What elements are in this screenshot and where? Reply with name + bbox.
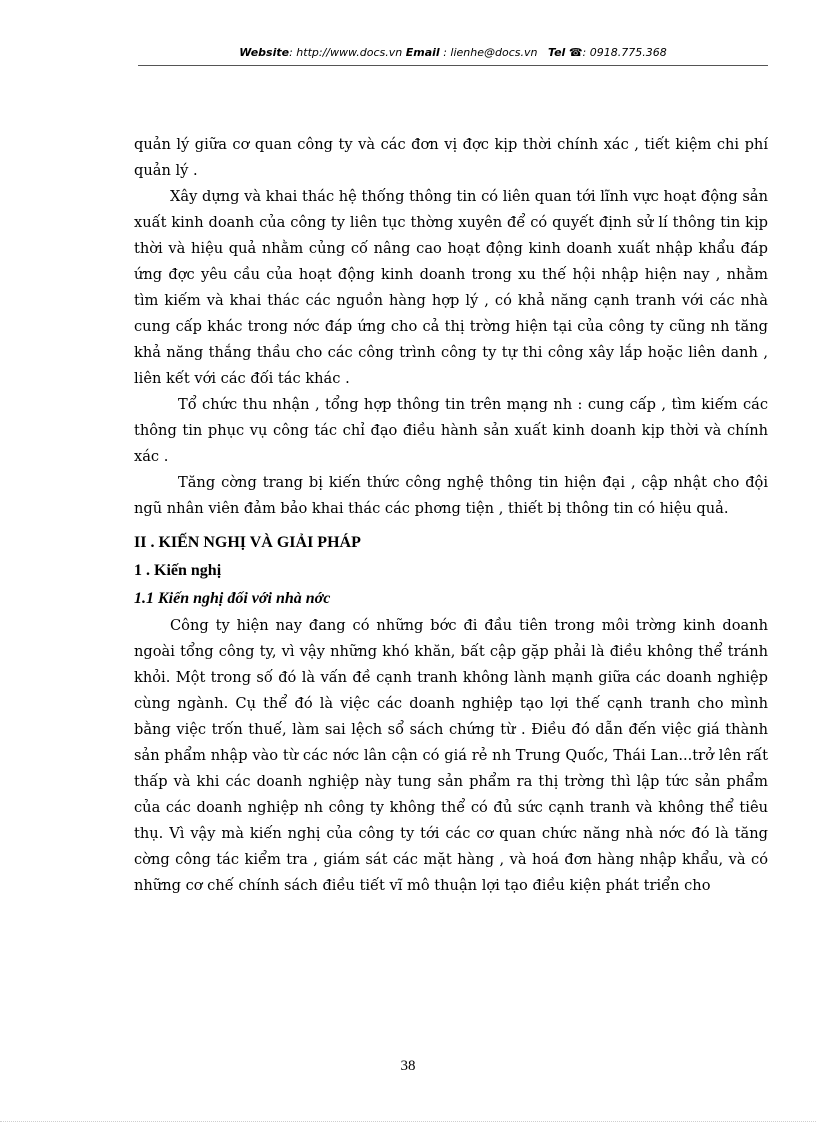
subsection-heading: 1 . Kiến nghị — [134, 562, 222, 579]
header-rule — [138, 65, 768, 66]
website-label: Website — [239, 46, 290, 59]
paragraph-1: quản lý giữa cơ quan công ty và các đơn vị đợc kịp thời chính xác , tiết kiệm chi phí quản lý . — [134, 136, 768, 179]
page-number: 38 — [400, 1058, 416, 1074]
section-heading: II . KIẾN NGHỊ VÀ GIẢI PHÁP — [134, 534, 361, 551]
phone-icon: ☎ — [568, 46, 583, 59]
paragraph-2: Xây dựng và khai thác hệ thống thông tin có liên quan tới lĩnh vực hoạt động sản xuất kinh doanh của công ty liên tục thờng xuyên để có quyết định sử lí thông tin kịp thời và hiệu quả nhằm củng cố nâng cao hoạt động kinh doanh xuất nhập khẩu đáp ứng đợc yêu cầu của hoạt động kinh doanh trong xu thế hội nhập hiện nay , nhằm tìm kiếm và khai thác các nguồn hàng hợp lý , có khả năng cạnh tranh với các nhà cung cấp khác trong nớc đáp ứng cho cả thị trờng hiện tại của công ty cũng nh tăng khả năng thắng thầu cho các công trình công ty tự thi công xây lắp hoặc liên danh , liên kết với các đối tác khác . — [134, 188, 768, 387]
tel-value: : 0918.775.368 — [582, 46, 667, 59]
page-header — [138, 46, 768, 60]
tel-label: Tel — [547, 46, 566, 59]
page-bottom-border — [0, 1121, 816, 1122]
document-body — [134, 132, 768, 899]
paragraph-4: Tăng cờng trang bị kiến thức công nghệ thông tin hiện đại , cập nhật cho đội ngũ nhân viên đảm bảo khai thác các phơng tiện , thiết bị thông tin có hiệu quả. — [134, 474, 768, 517]
email-label: Email — [405, 46, 440, 59]
paragraph-5: Công ty hiện nay đang có những bớc đi đầu tiên trong môi trờng kinh doanh ngoài tổng công ty, vì vậy những khó khăn, bất cập gặp phải là điều không thể tránh khỏi. Một trong số đó là vấn đề cạnh tranh không lành mạnh giữa các doanh nghiệp cùng ngành. Cụ thể đó là việc các doanh nghiệp tạo lợi thế cạnh tranh cho mình bằng việc trốn thuế, làm sai lệch sổ sách chứng từ . Điều đó dẫn đến việc giá thành sản phẩm nhập vào từ các nớc lân cận có giá rẻ nh Trung Quốc, Thái Lan...trở lên rất thấp và khi các doanh nghiệp này tung sản phẩm ra thị trờng thì lập tức sản phẩm của các doanh nghiệp nh công ty không thể có đủ sức cạnh tranh và không thể tiêu thụ. Vì vậy mà kiến nghị của công ty tới các cơ quan chức năng nhà nớc đó là tăng cờng công tác kiểm tra , giám sát các mặt hàng , và hoá đơn hàng nhập khẩu, và có những cơ chế chính sách điều tiết vĩ mô thuận lợi tạo điều kiện phát triển cho — [134, 617, 768, 894]
subsubsection-heading: 1.1 Kiến nghị đối với nhà nớc — [134, 590, 331, 607]
email-value: : lienhe@docs.vn — [439, 46, 538, 59]
paragraph-3: Tổ chức thu nhận , tổng hợp thông tin trên mạng nh : cung cấp , tìm kiếm các thông tin phục vụ công tác chỉ đạo điều hành sản xuất kinh doanh kịp thời và chính xác . — [134, 396, 768, 465]
website-value: : http://www.docs.vn — [289, 46, 403, 59]
